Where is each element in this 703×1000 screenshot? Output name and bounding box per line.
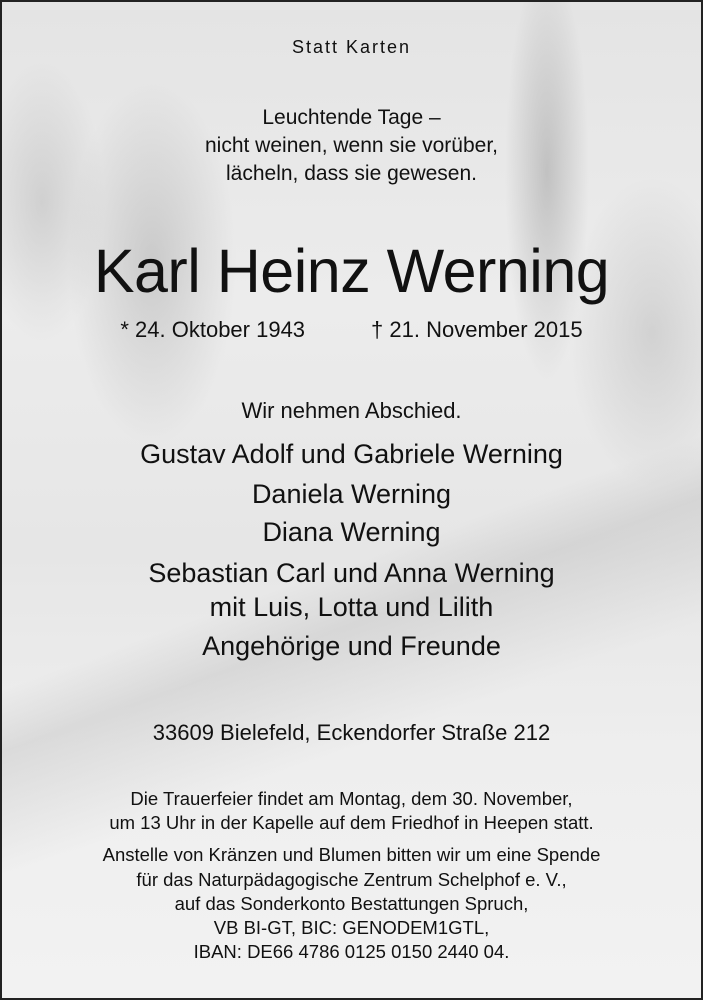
mourner: Sebastian Carl und Anna Werning <box>148 558 555 588</box>
funeral-info: um 13 Uhr in der Kapelle auf dem Friedhof in Heepen statt. <box>109 812 594 833</box>
death-date: † 21. November 2015 <box>371 317 583 342</box>
address: 33609 Bielefeld, Eckendorfer Straße 212 <box>152 720 551 745</box>
farewell-text: Wir nehmen Abschied. <box>241 398 462 423</box>
life-dates <box>2 317 701 343</box>
donation-info: VB BI-GT, BIC: GENODEM1GTL, <box>213 917 490 938</box>
quote-line: nicht weinen, wenn sie vorüber, <box>204 134 498 157</box>
donation-info: auf das Sonderkonto Bestattungen Spruch, <box>174 893 529 914</box>
mourner: Daniela Werning <box>251 479 452 509</box>
donation-info: IBAN: DE66 4786 0125 0150 2440 04. <box>193 941 510 962</box>
mourner: Angehörige und Freunde <box>202 631 501 661</box>
quote-line: Leuchtende Tage – <box>262 106 441 129</box>
funeral-info: Die Trauerfeier findet am Montag, dem 30. November, <box>130 788 573 809</box>
birth-date: * 24. Oktober 1943 <box>120 317 306 342</box>
quote-line: lächeln, dass sie gewesen. <box>226 162 477 185</box>
mourner: mit Luis, Lotta und Lilith <box>209 592 494 622</box>
header-text: Statt Karten <box>291 37 412 57</box>
mourner: Diana Werning <box>262 517 441 547</box>
deceased-name: Karl Heinz Werning <box>93 237 610 305</box>
mourner: Gustav Adolf und Gabriele Werning <box>140 439 563 469</box>
donation-info: für das Naturpädagogische Zentrum Schelphof e. V., <box>136 869 567 890</box>
donation-info: Anstelle von Kränzen und Blumen bitten wir um eine Spende <box>102 844 601 865</box>
